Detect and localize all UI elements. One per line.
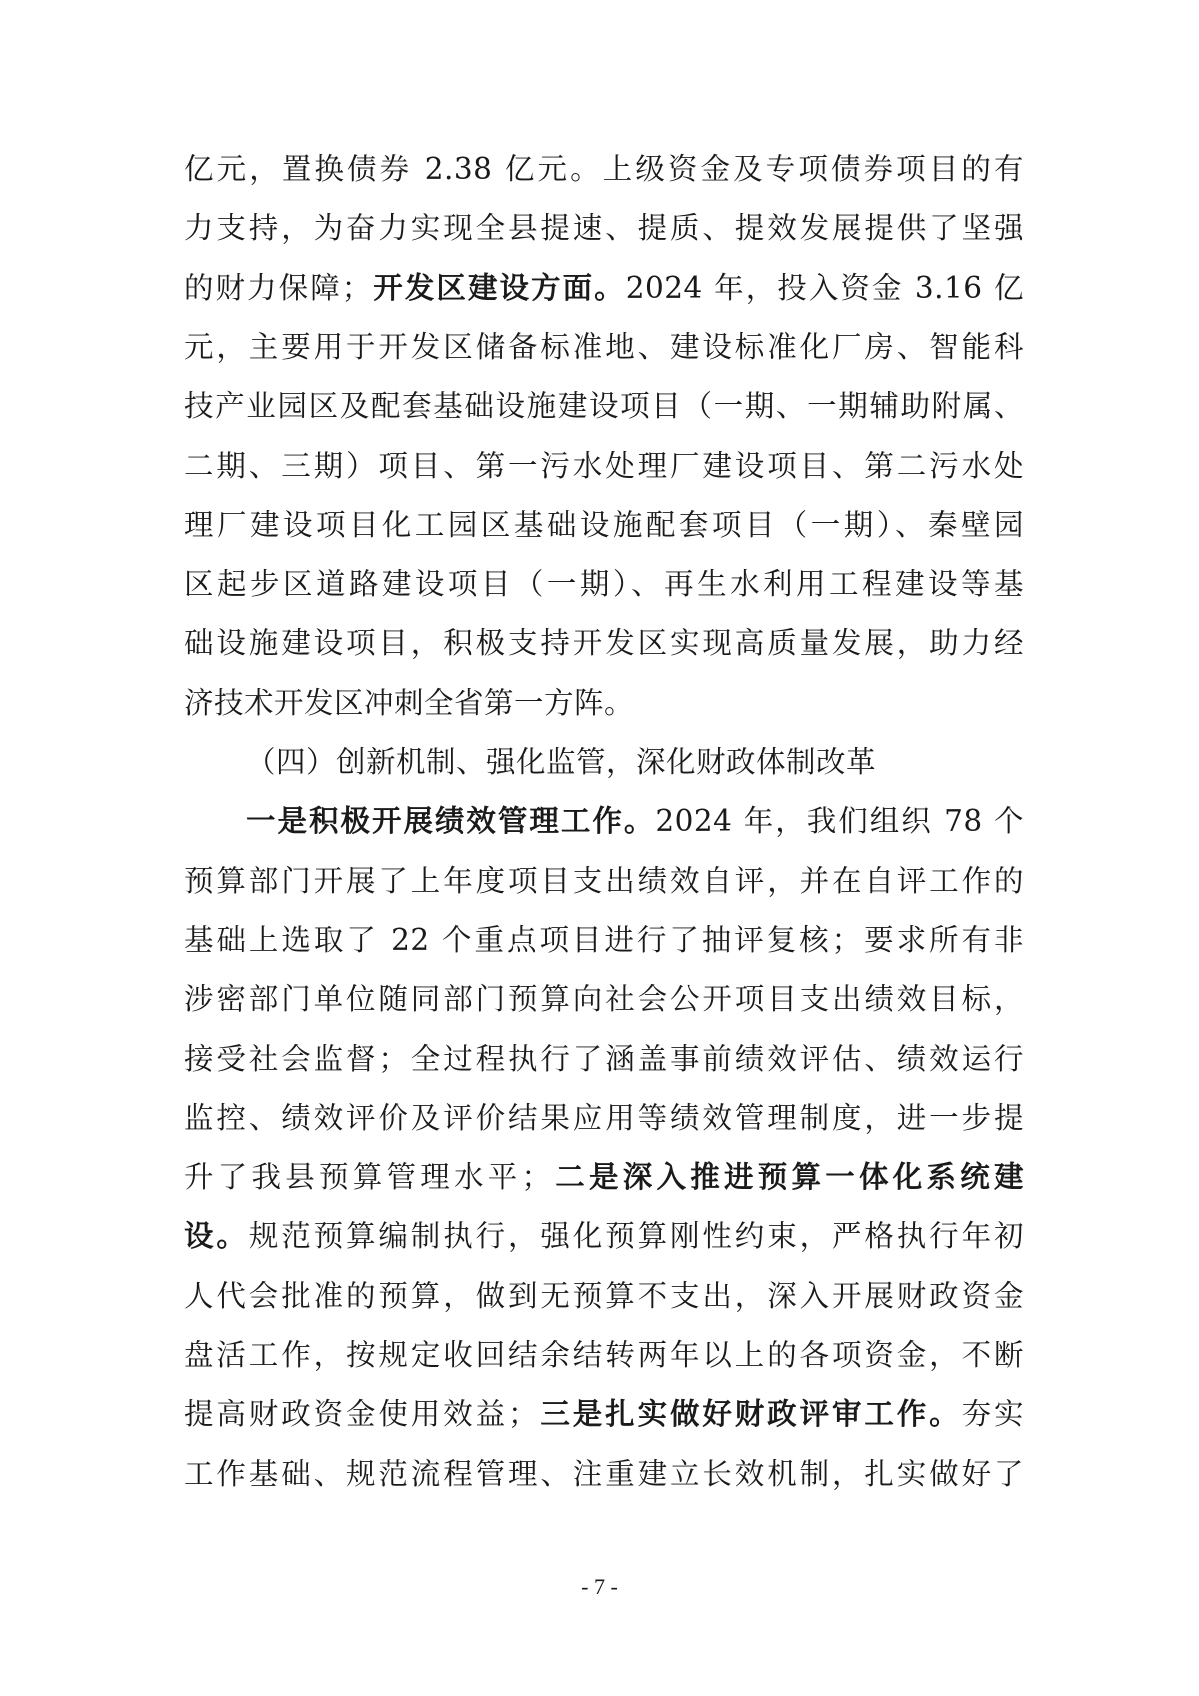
text-line	[184, 672, 1024, 734]
text-run: 规范预算编制执行，强化预算刚性约束，严格执行年初	[248, 1219, 1024, 1254]
text-run: 监控、绩效评价及评价结果应用等绩效管理制度，进一步提	[184, 1100, 1024, 1135]
text-run: 力支持，为奋力实现全县提速、提质、提效发展提供了坚强	[184, 211, 1024, 246]
text-run: 夯实	[961, 1397, 1024, 1432]
text-run: 升了我县预算管理水平；	[184, 1160, 552, 1195]
text-line	[184, 612, 1024, 674]
text-line	[184, 435, 1024, 497]
text-run: 础设施建设项目，积极支持开发区实现高质量发展，助力经	[184, 626, 1024, 661]
text-run: 提高财政资金使用效益；	[184, 1397, 538, 1432]
text-run: 预算部门开展了上年度项目支出绩效自评，并在自评工作的	[184, 863, 1024, 898]
text-run: 理厂建设项目化工园区基础设施配套项目（一期）、秦壁园	[184, 507, 1024, 542]
text-line	[246, 731, 1024, 793]
bold-heading-run: 一是积极开展绩效管理工作。	[246, 803, 656, 839]
text-line	[184, 1265, 1024, 1327]
text-run: 基础上选取了 22 个重点项目进行了抽评复核；要求所有非	[184, 922, 1024, 957]
text-run: 元，主要用于开发区储备标准地、建设标准化厂房、智能科	[184, 329, 1024, 364]
bold-heading-run: 开发区建设方面。	[371, 269, 626, 305]
bold-heading-run: 设。	[184, 1218, 249, 1254]
text-run: 2024 年，我们组织 78 个	[655, 804, 1024, 839]
text-run: 二期、三期）项目、第一污水处理厂建设项目、第二污水处	[184, 448, 1024, 483]
text-run: 涉密部门单位随同部门预算向社会公开项目支出绩效目标，	[184, 982, 1024, 1017]
text-line	[184, 316, 1024, 378]
bold-heading-run: 二是深入推进预算一体化系统建	[551, 1159, 1024, 1195]
text-run: 2024 年，投入资金 3.16 亿	[625, 270, 1024, 305]
text-run: 工作基础、规范流程管理、注重建立长效机制，扎实做好了	[184, 1456, 1024, 1491]
text-run: 接受社会监督；全过程执行了涵盖事前绩效评估、绩效运行	[184, 1041, 1024, 1076]
text-line	[184, 553, 1024, 615]
text-line	[184, 1443, 1024, 1505]
text-run: 人代会批准的预算，做到无预算不支出，深入开展财政资金	[184, 1278, 1024, 1313]
text-line	[184, 1205, 1024, 1267]
text-run: 济技术开发区冲刺全省第一方阵。	[184, 685, 635, 720]
text-run: 盘活工作，按规定收回结余结转两年以上的各项资金，不断	[184, 1338, 1024, 1372]
text-line	[184, 1087, 1024, 1149]
text-line	[184, 138, 1024, 200]
text-line	[184, 850, 1024, 912]
text-line	[184, 909, 1024, 971]
text-run: （四）创新机制、强化监管，深化财政体制改革	[246, 745, 877, 779]
text-line	[184, 375, 1024, 437]
text-line	[184, 1146, 1024, 1208]
text-line	[184, 197, 1024, 259]
text-run: 区起步区道路建设项目（一期）、再生水利用工程建设等基	[184, 567, 1024, 602]
text-line	[184, 968, 1024, 1030]
text-line	[184, 1383, 1024, 1445]
text-line	[184, 257, 1024, 319]
page-number: - 7 -	[581, 1574, 618, 1599]
text-line	[184, 1028, 1024, 1090]
text-line	[246, 790, 1024, 852]
text-run: 亿元，置换债券 2.38 亿元。上级资金及专项债券项目的有	[184, 152, 1024, 186]
bold-heading-run: 三是扎实做好财政评审工作。	[537, 1396, 962, 1432]
text-line	[184, 494, 1024, 556]
text-run: 的财力保障；	[184, 270, 372, 305]
text-run: 技产业园区及配套基础设施建设项目（一期、一期辅助附属、	[184, 389, 1024, 424]
text-line	[184, 1324, 1024, 1386]
